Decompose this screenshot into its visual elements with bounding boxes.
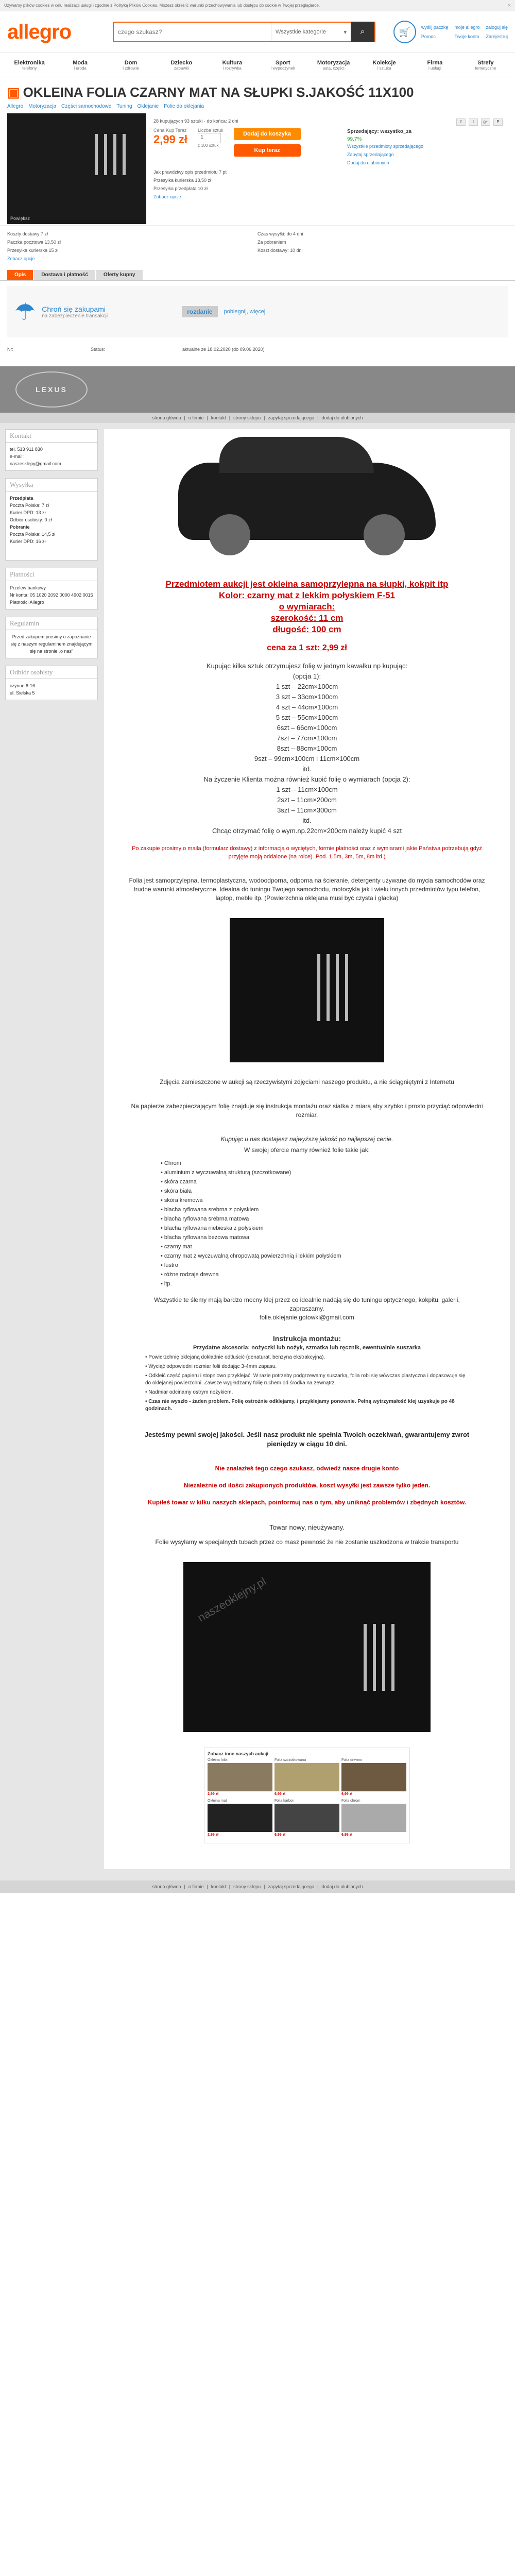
promo-pill[interactable]: rozdanie: [182, 306, 217, 317]
seller-rating: 99,7%: [347, 137, 362, 142]
other-auctions: Zobacz inne naszych aukcji Okleina folia 2,99 zł Folia szczotkowana 6,99 zł Folia drewno 6,99 zł Okleina mat 2,99 zł Folia karbon 6,99 zł Folia chrom 6,99 zł: [204, 1748, 410, 1843]
desc-para: Folie wysyłamy w specjalnych tubach przez co masz pewność że nie zostanie uszkodzona w trakcie transportu: [155, 1538, 459, 1546]
desc-para: Wszystkie te ślemy mają bardzo mocny klej przez co idealnie nadają się do tuningu optycznego, kokpitu, galerii, zapraszamy.: [154, 1296, 460, 1312]
nav-item[interactable]: Firma i usługi: [427, 59, 443, 71]
header-link[interactable]: zaloguj się: [486, 25, 508, 30]
crumb[interactable]: Folie do oklejania: [164, 104, 204, 109]
desc-nav-item[interactable]: dodaj do ulubionych: [321, 1884, 363, 1889]
red-note: Po zakupie prosimy o maila (formularz dostawy) z informacją o wyciętych, formie płatności oraz z wymiarami jakie Państwa potrzebują gdyż przyjęte moją oddalone (na rolce). Pod. 1,5m, 3m, 5m, 8m itd.): [132, 845, 482, 860]
description-main: [104, 429, 510, 1869]
shipping-box: Wysyłka Przedpłata Poczta Polska: 7 zł Kurier DPD: 13 zł Odbiór osobisty: 0 zł Pobranie Poczta Polska: 14,5 zł Kurier DPD: 16 zł: [5, 478, 98, 561]
promo-more-link[interactable]: pobiegnij, więcej: [224, 309, 266, 315]
seller-link[interactable]: Zapytaj sprzedającego: [347, 152, 394, 157]
film-image-2: [183, 1562, 431, 1732]
cookie-bar: [0, 0, 515, 11]
nav-item[interactable]: Strefy tematyczne: [475, 59, 496, 71]
add-to-cart-button[interactable]: Dodaj do koszyka: [234, 128, 301, 140]
new-note: Towar nowy, nieużywany.: [269, 1523, 345, 1531]
tabs: [0, 270, 515, 281]
lexus-logo: LEXUS: [15, 371, 88, 408]
nav-item[interactable]: Elektronika telefony: [14, 59, 45, 71]
category-nav: [0, 53, 515, 77]
header-link[interactable]: Twoje konto: [454, 34, 479, 39]
guarantee: Jesteśmy pewni swojej jakości. Jeśli nasz produkt nie spełnia Twoich oczekiwań, gwarantujemy zwrot pieniędzy w ciągu 10 dni.: [144, 1431, 470, 1448]
seller-link[interactable]: Wszystkie przedmioty sprzedającego: [347, 144, 424, 149]
options-list: Kupując kilka sztuk otrzymujesz folię w jednym kawałku np kupując: (opcja 1): 1 szt – 22cm×100cm 3 szt – 33cm×100cm 4 szt – 44cm×100cm 5 szt – 55cm×100cm 6szt – 66cm×100cm 7szt – 77cm×100cm 8szt – 88cm×100cm 9szt – 99cm×100cm i 11cm×100cm itd. Na życzenie Klienta można również kupić folię o wymiarach (opcja 2): 1 szt – 11cm×100cm 2szt – 11cm×200cm 3szt – 11cm×300cm itd. Chcąc otrzymać folię o wym.np.22cm×200cm należy kupić 4 szt: [203, 662, 410, 835]
desc-nav-item[interactable]: dodaj do ulubionych: [321, 415, 363, 420]
nav-item[interactable]: Sport i wypoczynek: [270, 59, 296, 71]
description-sidebar: [5, 429, 98, 1869]
seller-link[interactable]: Dodaj do ulubionych: [347, 160, 389, 165]
film-image: [230, 918, 384, 1062]
description-banner: [0, 366, 515, 413]
description-nav: strona główna | o firmie | kontakt | strony sklepu | zapytaj sprzedającego | dodaj do ulubionych: [0, 413, 515, 423]
car-image: [109, 429, 505, 573]
qty-label: Liczba sztuk: [198, 128, 224, 133]
watermark: naszeoklejny.pl: [195, 1574, 268, 1624]
payment-box: Płatności Przelew bankowy Nr konta: 05 1020 2092 0000 4902 0015 Płatności Allegro: [5, 568, 98, 609]
contact-box: Kontakt tel. 513 911 830 e-mail: naszesklepy@gmail.com: [5, 429, 98, 471]
share-icon[interactable]: g+: [481, 118, 490, 126]
desc-nav-item[interactable]: strony sklepu: [233, 1884, 261, 1889]
sold-info: 28 kupujących 93 sztuki · do końca: 2 dni: [153, 118, 238, 124]
desc-nav-item[interactable]: o firmie: [188, 1884, 204, 1889]
nav-item[interactable]: Kultura i rozrywka: [222, 59, 243, 71]
nav-item[interactable]: Motoryzacja auta, części: [317, 59, 350, 71]
colors-title: W swojej ofercie mamy również folie takie jak:: [244, 1146, 370, 1154]
quantity-input[interactable]: 1: [198, 133, 221, 143]
mounting-list: • Powierzchnię oklejaną dokładnie odtłuścić (denaturat, benzyna ekstrakcyjna). • Wyciąć odpowiedni rozmiar folii dodając 3-4mm zapasu. • Odkleić część papieru i stopniowo przyklejać. W razie potrzeby podgrzewamy suszarką, folia robi się wówczas plastyczna i dopasowuje się do oklejanej powierzchni. Zawsze wygładzamy folię ruchem od środka na zewnątrz. • Nadmiar odcinamy ostrym nożykiem. • Czas nie wyszło - żaden problem. Folię ostrożnie odklejamy, i przyklejamy ponownie. Pełną wytrzymałość klej uzyskuje po 48 godzinach.: [109, 1351, 505, 1425]
crumb[interactable]: Allegro: [7, 104, 24, 109]
crumb[interactable]: Motoryzacja: [28, 104, 57, 109]
gallery-item[interactable]: Folia karbon 6,99 zł: [274, 1799, 339, 1837]
colors-list: • Chrom • aluminium z wyczuwalną strukturą (szczotkowane) • skóra czarna • skóra biała • skóra kremowa • blacha ryflowana srebrna z połyskiem • blacha ryflowana srebrna matowa • blacha ryflowana niebieska z połyskiem • blacha ryflowana beżowa matowa • czarny mat • czarny mat z wyczuwalną chropowatą powierzchnią i lekkim połyskiem • lustro • różne rodzaje drewna • itp.: [109, 1159, 505, 1289]
promo-subtitle: na zabezpieczenie transakcji: [42, 313, 108, 319]
red-block: Kupiłeś towar w kilku naszych sklepach, poinformuj nas o tym, aby uniknąć problemów i zbędnych kosztów.: [147, 1499, 467, 1506]
header-links: [421, 25, 508, 39]
product-image[interactable]: [7, 113, 146, 224]
nav-item[interactable]: Dom i zdrowie: [123, 59, 139, 71]
share-icon[interactable]: t: [469, 118, 478, 126]
desc-heading: Przedmiotem aukcji jest okleina samoprzylepna na słupki, kokpit itp Kolor: czarny mat z lekkim połyskiem F-51 o wymiarach: szerokość: 11 cm długość: 100 cm: [165, 579, 449, 634]
cookie-message: Używamy plików cookies w celu realizacji usługi i zgodnie z Polityką Plików Cookies. Możesz określić warunki przechowywania lub dostępu do cookie w Twojej przeglądarce.: [4, 3, 320, 8]
desc-nav-item[interactable]: o firmie: [188, 415, 204, 420]
share-icons: [347, 118, 503, 126]
promo-title: Chroń się zakupami: [42, 304, 106, 313]
header-link[interactable]: Zarejestruj: [486, 34, 508, 39]
red-block: Niezależnie od ilości zakupionych produktów, koszt wysyłki jest zawsze tylko jeden.: [183, 1482, 431, 1489]
umbrella-icon: ☂: [14, 298, 36, 325]
red-block: Nie znalazłeś tego czego szukasz, odwiedź nasze drugie konto: [215, 1465, 399, 1472]
desc-nav-item[interactable]: strona główna: [152, 1884, 181, 1889]
allegro-logo[interactable]: allegro: [7, 20, 72, 43]
search-bar: [113, 22, 375, 42]
gallery-item[interactable]: Okleina mat 2,99 zł: [208, 1799, 272, 1837]
pickup-box: Odbiór osobisty czynne 8-16 ul. Sielska 5: [5, 666, 98, 700]
quality-note: Kupując u nas dostajesz najwyższą jakość po najlepszej cenie.: [220, 1136, 393, 1143]
category-label: Wszystkie kategorie: [276, 29, 326, 35]
offer-title: ▣ OKLEINA FOLIA CZARNY MAT NA SŁUPKI S.JAKOŚĆ 11X100: [7, 84, 414, 100]
header-link[interactable]: moje allegro: [454, 25, 480, 30]
share-icon[interactable]: P: [493, 118, 503, 126]
gallery-item[interactable]: Folia szczotkowana 6,99 zł: [274, 1758, 339, 1796]
cart-icon[interactable]: 🛒: [393, 21, 416, 43]
product-block: [0, 109, 515, 225]
mounting-sub: Przydatne akcesoria: nożyczki lub nożyk, szmatka lub ręcznik, ewentualnie suszarka: [193, 1345, 421, 1351]
footer-nav: strona główna | o firmie | kontakt | strony sklepu | zapytaj sprzedającego | dodaj do ulubionych: [0, 1880, 515, 1893]
share-icon[interactable]: f: [456, 118, 466, 126]
rules-box: Regulamin Przed zakupem prosimy o zapoznanie się z naszym regulaminem znajdującym się na stronie „o nas”: [5, 617, 98, 658]
crumb[interactable]: Oklejanie: [137, 104, 159, 109]
mounting-title: Instrukcja montażu:: [272, 1334, 341, 1343]
gallery-item[interactable]: Okleina folia 2,99 zł: [208, 1758, 272, 1796]
desc-nav-item[interactable]: kontakt: [211, 1884, 226, 1889]
tab-shipping[interactable]: Dostawa i płatność: [34, 270, 95, 280]
shipping-info: Koszty dostawy 7 zł Paczka pocztowa 13,50 zł Przesyłka kurierska 15 zł Zobacz opcje Czas wysyłki: do 4 dni Za pobraniem Koszt dostawy: 10 dni: [0, 225, 515, 267]
desc-nav-item[interactable]: zapytaj sprzedającego: [268, 415, 315, 420]
tab-offers[interactable]: Oferty kupny: [96, 270, 143, 280]
desc-nav-item[interactable]: strony sklepu: [233, 415, 261, 420]
desc-para: Folia jest samoprzylepna, termoplastyczna, wodoodporna, odporna na ścieranie, detergenty używane do mycia samochodów oraz trudne warunki atmosferyczne. Idealna do tuningu Twojego samochodu, motocykla jak i wielu innych przedmiotów typu telefon, laptop, meble itp. (Powierzchnia oklejana musi być czysta i gładka): [129, 877, 485, 902]
desc-para: Na papierze zabezpieczającym folię znajduje się instrukcja montażu oraz siatka z miarą aby szybko i prosto przyciąć odpowiedni rozmiar.: [131, 1103, 483, 1118]
tab-description[interactable]: Opis: [7, 270, 33, 280]
search-button[interactable]: [351, 22, 374, 42]
search-input[interactable]: [114, 23, 271, 41]
promo-banner: [7, 286, 508, 337]
breadcrumb: [0, 104, 515, 109]
crumb[interactable]: Części samochodowe: [61, 104, 112, 109]
header-link[interactable]: wyślij paczkę: [421, 25, 449, 30]
chevron-down-icon: ▾: [344, 29, 347, 36]
close-icon[interactable]: ×: [507, 2, 511, 9]
unit-price: cena za 1 szt: 2,99 zł: [267, 643, 347, 652]
crumb[interactable]: Tuning: [116, 104, 132, 109]
description: [0, 366, 515, 1893]
desc-para: Zdjęcia zamieszczone w aukcji są rzeczywistymi zdjęciami naszego produktu, a nie ściągniętymi z Internetu: [160, 1078, 454, 1086]
nav-item[interactable]: Moda i uroda: [73, 59, 88, 71]
nav-item[interactable]: Dziecko zabawki: [170, 59, 193, 71]
desc-nav-item[interactable]: zapytaj sprzedającego: [268, 1884, 315, 1889]
seller-stats: Jak prawdziwy opis przedmiotu 7 pt Przesyłka kurierska 13,50 zł Przesyłka przedpłata 10 zł Zobacz opcje: [153, 170, 227, 199]
header: [0, 11, 515, 53]
header-link[interactable]: Pomoc: [421, 34, 436, 39]
gallery-item[interactable]: Folia drewno 6,99 zł: [341, 1758, 406, 1796]
price-label: Cena Kup Teraz: [153, 128, 187, 133]
buy-now-button[interactable]: Kup teraz: [234, 144, 301, 157]
search-icon: ⌕: [360, 27, 365, 36]
seller-name[interactable]: Sprzedający: wszystko_za: [347, 129, 412, 134]
seal-icon: ▣: [7, 84, 20, 100]
zoom-link[interactable]: Powiększ: [10, 216, 30, 221]
price: 2,99 zł: [153, 133, 188, 146]
qty-of: z 100 sztuk: [198, 143, 219, 148]
email[interactable]: folie.oklejanie.gotowki@gmail.com: [260, 1314, 354, 1321]
gallery-item[interactable]: Folia chrom 6,99 zł: [341, 1799, 406, 1837]
category-select[interactable]: [271, 23, 351, 41]
seller-info-row: Nr: Status: aktualne ze 18.02.2020 (do 09.06.2020): [7, 347, 265, 352]
nav-item[interactable]: Kolekcje i sztuka: [372, 59, 396, 71]
desc-nav-item[interactable]: strona główna: [152, 415, 181, 420]
desc-nav-item[interactable]: kontakt: [211, 415, 226, 420]
